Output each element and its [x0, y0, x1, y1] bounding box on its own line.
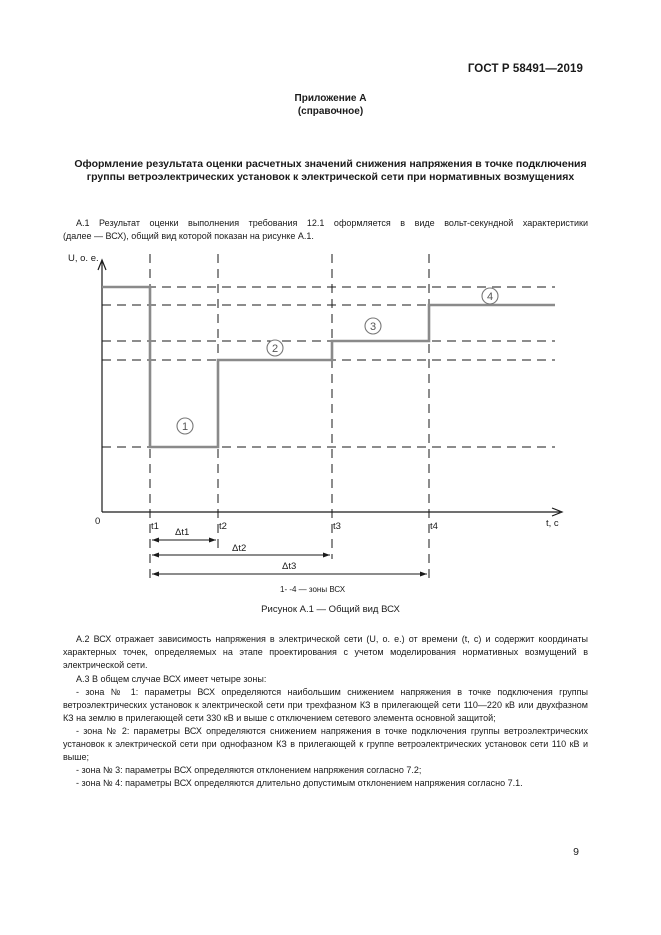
vsh-chart	[60, 248, 570, 598]
zone-item-1: - зона № 1: параметры ВСХ определяются наибольшим снижением напряжения в точке подключения группы ветроэлектрических установок к электрической сети при трехфазном КЗ в прилегающей сети 110—220 кВ или двухфазном КЗ на землю в прилегающей сети 330 кВ и выше с отключением сетевого элемента основной защитой;	[63, 687, 588, 723]
paragraph-a1-line2: (далее — ВСХ), общий вид которой показан на рисунке А.1.	[63, 231, 314, 241]
paragraph-a1	[63, 217, 588, 243]
time-label-t1: t1	[151, 521, 159, 532]
interval-label-dt2: Δt2	[232, 543, 247, 554]
interval-label-dt3: Δt3	[282, 561, 297, 572]
interval-label-dt1: Δt1	[175, 527, 190, 538]
zone-marker-1	[177, 418, 193, 434]
zone-label-3: 3	[369, 321, 377, 333]
zone-item-4: - зона № 4: параметры ВСХ определяются длительно допустимым отклонением напряжения согласно 7.1.	[76, 778, 523, 788]
zone-marker-2	[267, 340, 283, 356]
paragraph-a1-line1: А.1 Результат оценки выполнения требования 12.1 оформляется в виде вольт-секундной характеристики	[76, 218, 588, 228]
vertical-gridlines	[150, 254, 429, 578]
y-axis-label: U, о. е.	[68, 253, 99, 264]
origin-label: 0	[95, 516, 101, 527]
zone-label-1: 1	[181, 421, 189, 433]
x-axis-label: t, с	[546, 518, 559, 529]
zone-item-2: - зона № 2: параметры ВСХ определяются снижением напряжения в точке подключения группы ветроэлектрических установок к электрической сети при однофазном КЗ в прилегающей к группе ветроэлектрических установок сети 110 кВ и выше;	[63, 726, 588, 762]
figure-caption: Рисунок А.1 — Общий вид ВСХ	[261, 604, 400, 615]
time-label-t3: t3	[333, 521, 341, 532]
time-label-t2: t2	[219, 521, 227, 532]
time-label-t4: t4	[430, 521, 438, 532]
zones-legend: 1- -4 — зоны ВСХ	[280, 585, 346, 594]
zone-marker-4	[482, 288, 498, 304]
section-title: Оформление результата оценки расчетных значений снижения напряжения в точке подключения группы ветроэлектрических установок к электрической сети при нормативных возмущениях	[74, 158, 587, 183]
zone-label-4: 4	[486, 291, 494, 303]
zone-marker-3	[365, 318, 381, 334]
paragraph-a3	[63, 673, 588, 790]
paragraph-a2: А.2 ВСХ отражает зависимость напряжения в электрической сети (U, о. е.) от времени (t, с) и содержит координаты характерных точек, определяемых на этапе проектирования с учетом моделирования нормативных возмущений в электрической сети.	[63, 634, 588, 670]
annex-heading	[0, 92, 661, 118]
paragraph-a3-intro: А.3 В общем случае ВСХ имеет четыре зоны:	[76, 674, 267, 684]
zone-item-3: - зона № 3: параметры ВСХ определяются отклонением напряжения согласно 7.2;	[76, 765, 422, 775]
annex-type: (справочное)	[297, 106, 364, 117]
standard-designation: ГОСТ Р 58491—2019	[467, 63, 583, 75]
page-number: 9	[573, 846, 579, 858]
vsh-step-line	[102, 287, 555, 447]
annex-title: Приложение А	[294, 93, 367, 104]
zone-label-2: 2	[271, 343, 279, 355]
horizontal-gridlines	[102, 287, 555, 447]
